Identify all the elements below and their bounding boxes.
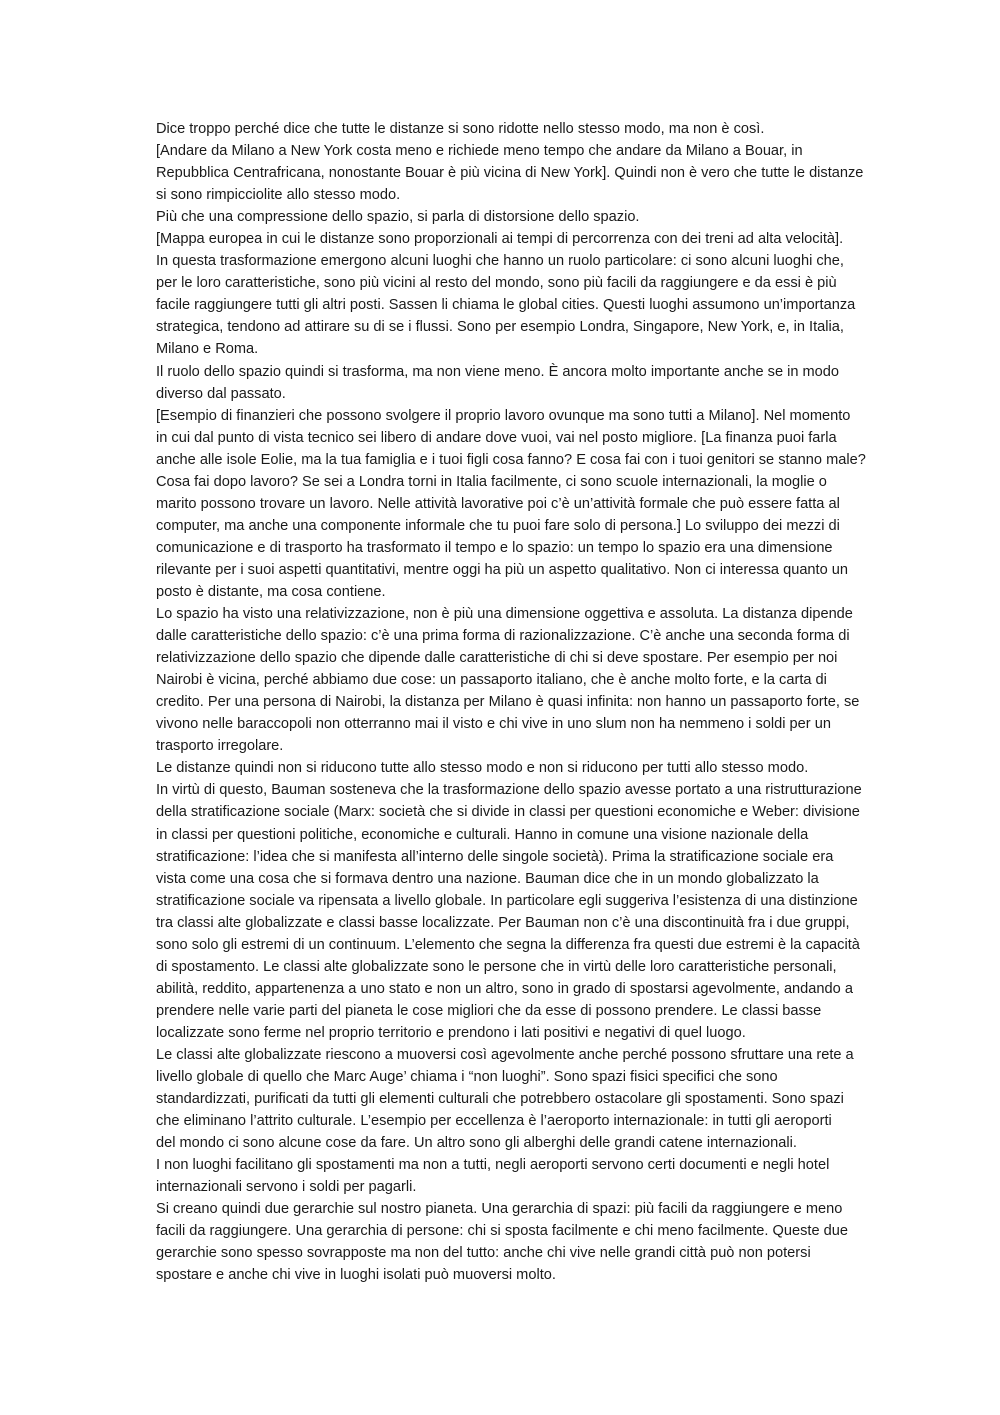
- paragraph-9: Le distanze quindi non si riducono tutte allo stesso modo e non si riducono per tutti allo stesso modo.: [156, 760, 809, 777]
- paragraph-10: In virtù di questo, Bauman sosteneva che la trasformazione dello spazio avesse portato a una ristrutturazione della stratificazione sociale (Marx: società che si divide in classi per questioni economiche e Weber: divisione in classi per questioni politiche, economiche e culturali. Hanno in comune una visione nazionale della stratificazione: l’idea che si manifesta all’interno delle singole società). Prima la stratificazione sociale era vista come una cosa che si formava dentro una nazione. Bauman dice che in un mondo globalizzato la stratificazione sociale va ripensata a livello globale. In particolare egli suggeriva l’esistenza di una distinzione tra classi alte globalizzate e classi basse localizzate. Per Bauman non c’è una discontinuità fra i due gruppi, sono solo gli estremi di un continuum. L’elemento che segna la differenza fra questi due estremi è la capacità di spostamento. Le classi alte globalizzate sono le persone che in virtù delle loro caratteristiche personali, abilità, reddito, appartenenza a uno stato e non un altro, sono in grado di spostarsi agevolmente, andando a prendere nelle varie parti del pianeta le cose migliori che da esse di possono prendere. Le classi basse localizzate sono ferme nel proprio territorio e prendono i lati positivi e negativi di quel luogo.: [156, 782, 862, 1041]
- paragraph-2: [Andare da Milano a New York costa meno e richiede meno tempo che andare da Milano a Bouar, in Repubblica Centrafricana, nonostante Bouar è più vicina di New York]. Quindi non è vero che tutte le distanze si sono rimpicciolite allo stesso modo.: [156, 143, 864, 204]
- paragraph-5: In questa trasformazione emergono alcuni luoghi che hanno un ruolo particolare: ci sono alcuni luoghi che, per le loro caratteristiche, sono più vicini al resto del mondo, sono più facili da raggiungere e da essi è più facile raggiungere tutti gli altri posti. Sassen li chiama le global cities. Questi luoghi assumono un’importanza strategica, tendono ad attirare su di se i flussi. Sono per esempio Londra, Singapore, New York, e, in Italia, Milano e Roma.: [156, 253, 856, 358]
- paragraph-13: Si creano quindi due gerarchie sul nostro pianeta. Una gerarchia di spazi: più facili da raggiungere e meno facili da raggiungere. Una gerarchia di persone: chi si sposta facilmente e chi meno facilmente. Queste due gerarchie sono spesso sovrapposte ma non del tutto: anche chi vive nelle grandi città può non potersi spostare e anche chi vive in luoghi isolati può muoversi molto.: [156, 1201, 848, 1284]
- paragraph-11: Le classi alte globalizzate riescono a muoversi così agevolmente anche perché possono sfruttare una rete a livello globale di quello che Marc Auge’ chiama i “non luoghi”. Sono spazi fisici specifici che sono standardizzati, purificati da tutti gli elementi culturali che potrebbero ostacolare gli spostamenti. Sono spazi che eliminano l’attrito culturale. L’esempio per eccellenza è l’aeroporto internazionale: in tutti gli aeroporti del mondo ci sono alcune cose da fare. Un altro sono gli alberghi delle grandi catene internazionali.: [156, 1046, 854, 1152]
- paragraph-4: [Mappa europea in cui le distanze sono proporzionali ai tempi di percorrenza con dei treni ad alta velocità].: [156, 231, 844, 248]
- paragraph-1: Dice troppo perché dice che tutte le distanze si sono ridotte nello stesso modo, ma non è così.: [156, 121, 765, 137]
- paragraph-12: I non luoghi facilitano gli spostamenti ma non a tutti, negli aeroporti servono certi documenti e negli hotel internazionali servono i soldi per pagarli.: [156, 1157, 830, 1196]
- paragraph-3: Più che una compressione dello spazio, si parla di distorsione dello spazio.: [156, 209, 640, 226]
- paragraph-6: Il ruolo dello spazio quindi si trasforma, ma non viene meno. È ancora molto importante anche se in modo diverso dal passato.: [156, 363, 840, 402]
- document-body: [156, 118, 908, 1286]
- paragraph-8: Lo spazio ha visto una relativizzazione, non è più una dimensione oggettiva e assoluta. La distanza dipende dalle caratteristiche dello spazio: c’è una prima forma di razionalizzazione. C’è anche una seconda forma di relativizzazione dello spazio che dipende dalle caratteristiche di chi si deve spostare. Per esempio per noi Nairobi è vicina, perché abbiamo due cose: un passaporto italiano, che è anche molto forte, e la carta di credito. Per una persona di Nairobi, la distanza per Milano è quasi infinita: non hanno un passaporto forte, se vivono nelle baraccopoli non otterranno mai il visto e chi vive in uno slum non ha nemmeno i soldi per un trasporto irregolare.: [156, 606, 860, 755]
- paragraph-7: [Esempio di finanzieri che possono svolgere il proprio lavoro ovunque ma sono tutti a Milano]. Nel momento in cui dal punto di vista tecnico sei libero di andare dove vuoi, vai nel posto migliore. [La finanza puoi farla anche alle isole Eolie, ma la tua famiglia e i tuoi figli cosa fanno? E cosa fai con i tuoi genitori se stanno male? Cosa fai dopo lavoro? Se sei a Londra torni in Italia facilmente, ci sono scuole internazionali, la moglie o marito possono trovare un lavoro. Nelle attività lavorative poi c’è un’attività formale che può essere fatta al computer, ma anche una componente informale che tu puoi fare solo di persona.] Lo sviluppo dei mezzi di comunicazione e di trasporto ha trasformato il tempo e lo spazio: un tempo lo spazio era una dimensione rilevante per i suoi aspetti quantitativi, mentre oggi ha più un aspetto qualitativo. Non ci interessa quanto un posto è distante, ma cosa contiene.: [156, 407, 866, 600]
